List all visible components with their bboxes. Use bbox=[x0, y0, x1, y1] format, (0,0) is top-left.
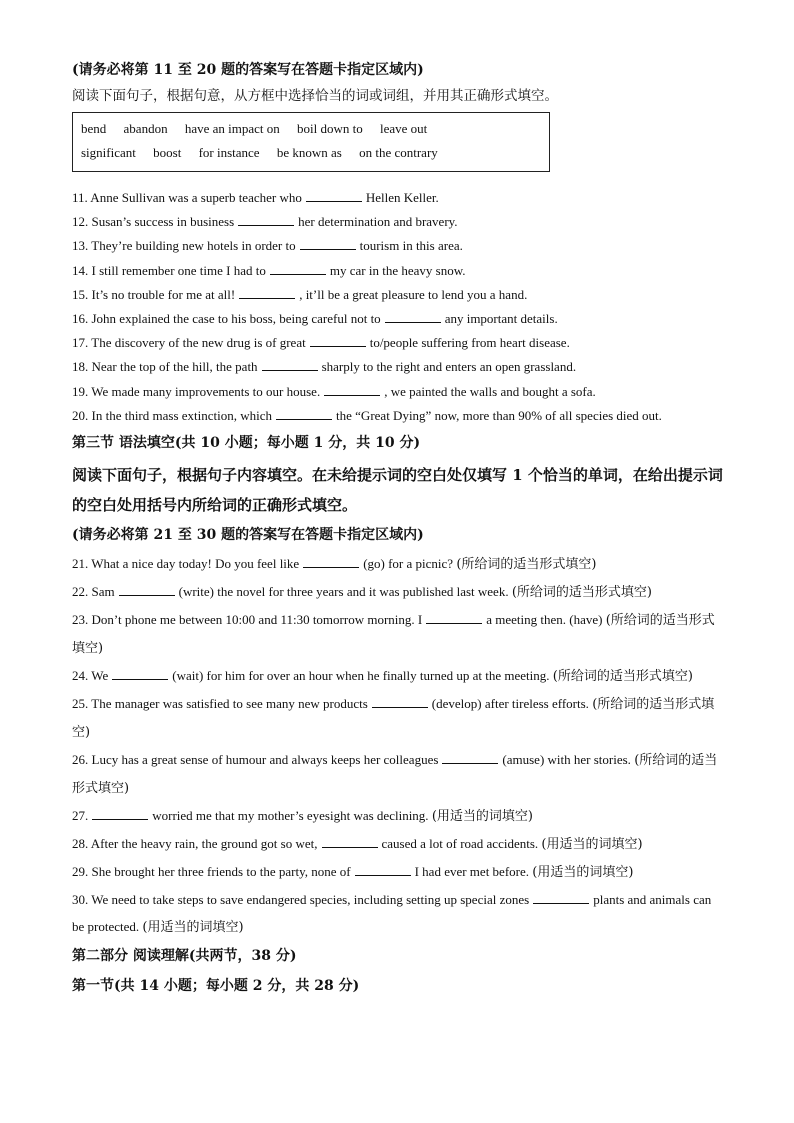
answer-blank[interactable] bbox=[119, 584, 175, 596]
question-25: 25. The manager was satisfied to see many new products (develop) after tireless efforts. (所给词的适当形式填空) bbox=[72, 696, 715, 741]
question-23: 23. Don’t phone me between 10:00 and 11:30 tomorrow morning. I a meeting then. (have) (所给词的适当形式填空) bbox=[72, 612, 715, 657]
word-option: boil down to bbox=[297, 121, 363, 136]
question-22: 22. Sam (write) the novel for three years and it was published last week. (所给词的适当形式填空) bbox=[72, 584, 652, 601]
answer-blank[interactable] bbox=[442, 752, 498, 764]
section3-note: (请务必将第 21 至 30 题的答案写在答题卡指定区域内) bbox=[72, 527, 424, 544]
answer-blank[interactable] bbox=[300, 238, 356, 250]
answer-blank[interactable] bbox=[385, 311, 441, 323]
questions-21-30 bbox=[72, 550, 724, 941]
answer-blank[interactable] bbox=[238, 214, 294, 226]
answer-blank[interactable] bbox=[270, 263, 326, 275]
section3-instruction: 阅读下面句子，根据句子内容填空。在未给提示词的空白处仅填写 1 个恰当的单词，在给出提示词的空白处用括号内所给词的正确形式填空。 bbox=[72, 466, 723, 515]
section3-title: 第三节 语法填空(共 10 小题；每小题 1 分，共 10 分) bbox=[72, 435, 421, 452]
answer-blank[interactable] bbox=[310, 335, 366, 347]
answer-blank[interactable] bbox=[92, 808, 148, 820]
answer-blank[interactable] bbox=[324, 384, 380, 396]
answer-blank[interactable] bbox=[262, 359, 318, 371]
question-11: 11. Anne Sullivan was a superb teacher who Hellen Keller. bbox=[72, 190, 439, 205]
answer-blank[interactable] bbox=[355, 864, 411, 876]
section1-instruction: 阅读下面句子，根据句意，从方框中选择恰当的词或词组，并用其正确形式填空。 bbox=[72, 88, 558, 104]
question-27: 27. worried me that my mother’s eyesight was declining. (用适当的词填空) bbox=[72, 808, 533, 825]
word-option: for instance bbox=[198, 145, 260, 160]
word-box-row-1 bbox=[81, 117, 541, 141]
question-21: 21. What a nice day today! Do you feel like (go) for a picnic? (所给词的适当形式填空) bbox=[72, 556, 597, 573]
word-box bbox=[72, 112, 550, 172]
answer-blank[interactable] bbox=[372, 696, 428, 708]
question-12: 12. Susan’s success in business her determination and bravery. bbox=[72, 214, 458, 230]
word-option: on the contrary bbox=[359, 145, 438, 160]
question-26: 26. Lucy has a great sense of humour and always keeps her colleagues (amuse) with her stories. (所给词的适当形式填空) bbox=[72, 752, 718, 797]
question-13: 13. They’re building new hotels in order to tourism in this area. bbox=[72, 238, 463, 254]
word-option: abandon bbox=[123, 121, 168, 136]
exam-page bbox=[72, 60, 724, 1001]
word-box-row-2 bbox=[81, 141, 541, 165]
part2-title: 第二部分 阅读理解(共两节，38 分) bbox=[72, 948, 297, 965]
question-14: 14. I still remember one time I had to my car in the heavy snow. bbox=[72, 262, 466, 278]
question-16: 16. John explained the case to his boss, being careful not to any important details. bbox=[72, 311, 558, 327]
word-option: leave out bbox=[380, 121, 428, 136]
question-20: 20. In the third mass extinction, which the “Great Dying” now, more than 90% of all species died out. bbox=[72, 407, 662, 423]
answer-blank[interactable] bbox=[322, 836, 378, 848]
section1-note: (请务必将第 11 至 20 题的答案写在答题卡指定区域内) bbox=[72, 62, 424, 78]
question-28: 28. After the heavy rain, the ground got so wet, caused a lot of road accidents. (用适当的词填空) bbox=[72, 836, 643, 853]
answer-blank[interactable] bbox=[239, 287, 295, 299]
word-option: be known as bbox=[276, 145, 342, 160]
word-option: significant bbox=[81, 145, 136, 160]
question-19: 19. We made many improvements to our house. , we painted the walls and bought a sofa. bbox=[72, 383, 596, 399]
word-option: have an impact on bbox=[184, 121, 280, 136]
word-option: bend bbox=[81, 121, 107, 136]
answer-blank[interactable] bbox=[426, 612, 482, 624]
answer-blank[interactable] bbox=[533, 892, 589, 904]
questions-11-20 bbox=[72, 186, 724, 428]
part2-section1-title: 第一节(共 14 小题；每小题 2 分，共 28 分) bbox=[72, 978, 360, 995]
word-option: boost bbox=[153, 145, 182, 160]
question-24: 24. We (wait) for him for over an hour when he finally turned up at the meeting. (所给词的适当形式填空) bbox=[72, 668, 693, 685]
question-18: 18. Near the top of the hill, the path sharply to the right and enters an open grassland. bbox=[72, 359, 577, 375]
question-29: 29. She brought her three friends to the party, none of I had ever met before. (用适当的词填空) bbox=[72, 864, 634, 881]
answer-blank[interactable] bbox=[112, 668, 168, 680]
answer-blank[interactable] bbox=[303, 556, 359, 568]
answer-blank[interactable] bbox=[306, 190, 362, 202]
answer-blank[interactable] bbox=[276, 408, 332, 420]
question-17: 17. The discovery of the new drug is of great to/people suffering from heart disease. bbox=[72, 335, 570, 351]
question-30: 30. We need to take steps to save endangered species, including setting up special zones plants and animals can be protected. (用适当的词填空) bbox=[72, 892, 712, 936]
question-15: 15. It’s no trouble for me at all! , it’ll be a great pleasure to lend you a hand. bbox=[72, 286, 528, 302]
